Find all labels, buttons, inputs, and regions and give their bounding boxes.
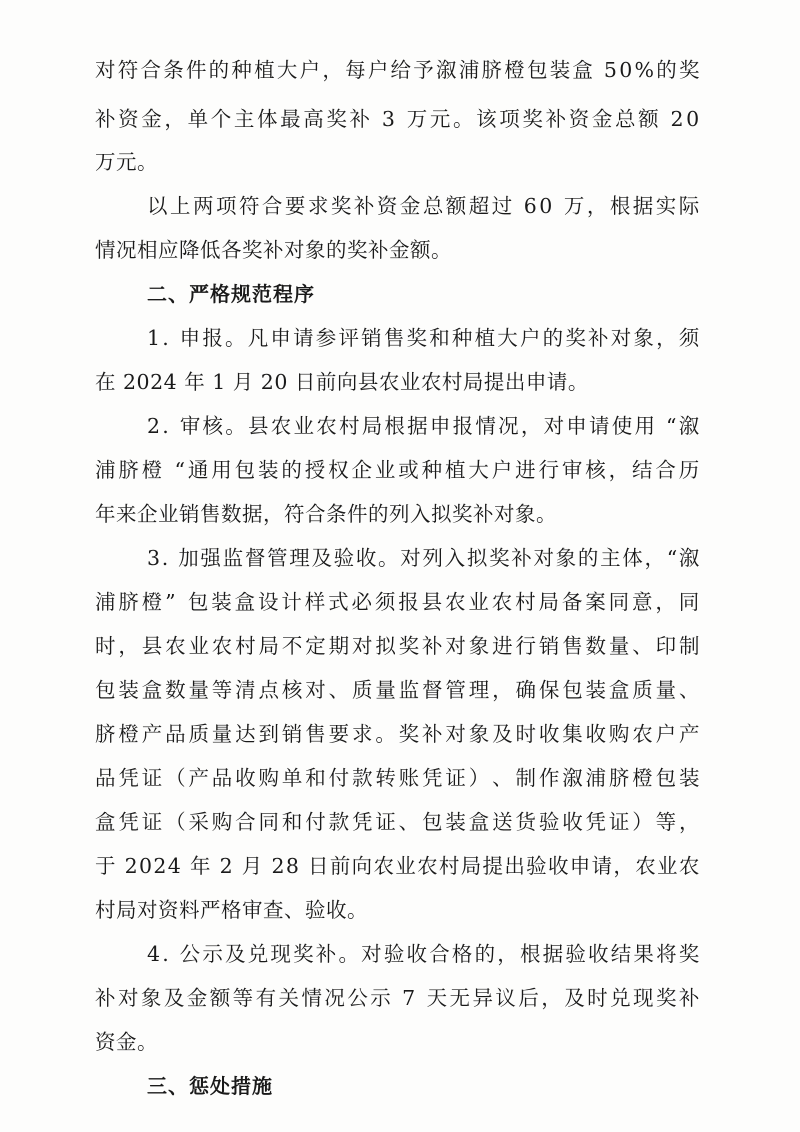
- body-line: 年来企业销售数据，符合条件的列入拟奖补对象。: [95, 502, 557, 526]
- section-heading: 二、严格规范程序: [147, 282, 315, 306]
- body-line: 情况相应降低各奖补对象的奖补金额。: [95, 238, 452, 262]
- body-line: 万元。: [95, 150, 158, 174]
- body-line: 2 . 审 核 。 县 农 业 农 村 局 根 据 申 报 情 况 ， 对 申 请 使 用 “ 溆: [147, 414, 700, 438]
- body-line: 于 2 0 2 4 年 2 月 2 8 日 前 向 农 业 农 村 局 提 出 验 收 申 请 ， 农 业 农: [95, 854, 700, 878]
- body-line: 村局对资料严格审查、验收。: [95, 898, 368, 922]
- body-line: 4 . 公 示 及 兑 现 奖 补 。 对 验 收 合 格 的 ， 根 据 验 收 结 果 将 奖: [147, 942, 700, 966]
- body-line: 脐 橙 产 品 质 量 达 到 销 售 要 求 。 奖 补 对 象 及 时 收 集 收 购 农 户 产: [95, 722, 700, 746]
- body-line: 资金。: [95, 1030, 158, 1054]
- body-line: 1 . 申 报 。 凡 申 请 参 评 销 售 奖 和 种 植 大 户 的 奖 补 对 象 ， 须: [147, 326, 700, 350]
- body-line: 时 ， 县 农 业 农 村 局 不 定 期 对 拟 奖 补 对 象 进 行 销 售 数 量 、 印 制: [95, 634, 700, 658]
- section-heading: 三、惩处措施: [147, 1074, 273, 1098]
- body-line: 以 上 两 项 符 合 要 求 奖 补 资 金 总 额 超 过 6 0 万 ， 根 据 实 际: [147, 194, 700, 218]
- body-line: 浦 脐 橙 “ 通 用 包 装 的 授 权 企 业 或 种 植 大 户 进 行 审 核 ， 结 合 历: [95, 458, 700, 482]
- body-line: 盒 凭 证 （ 采 购 合 同 和 付 款 凭 证 、 包 装 盒 送 货 验 收 凭 证 ） 等 ，: [95, 810, 700, 834]
- body-line: 在 2024 年 1 月 20 日前向县农业农村局提出申请。: [95, 370, 589, 394]
- body-line: 浦 脐 橙 ” 包 装 盒 设 计 样 式 必 须 报 县 农 业 农 村 局 备 案 同 意 ， 同: [95, 590, 700, 614]
- body-line: 补 资 金 ， 单 个 主 体 最 高 奖 补 3 万 元 。 该 项 奖 补 资 金 总 额 2 0: [95, 107, 700, 131]
- body-line: 包 装 盒 数 量 等 清 点 核 对 、 质 量 监 督 管 理 ， 确 保 包 装 盒 质 量 、: [95, 678, 700, 702]
- body-line: 品 凭 证 （ 产 品 收 购 单 和 付 款 转 账 凭 证 ） 、 制 作 溆 浦 脐 橙 包 装: [95, 766, 700, 790]
- body-line: 对 符 合 条 件 的 种 植 大 户 ， 每 户 给 予 溆 浦 脐 橙 包 装 盒 5 0 % 的 奖: [95, 58, 700, 82]
- body-line: 补 对 象 及 金 额 等 有 关 情 况 公 示 7 天 无 异 议 后 ， 及 时 兑 现 奖 补: [95, 986, 700, 1010]
- body-line: 3 . 加 强 监 督 管 理 及 验 收 。 对 列 入 拟 奖 补 对 象 的 主 体 ， “ 溆: [147, 546, 700, 570]
